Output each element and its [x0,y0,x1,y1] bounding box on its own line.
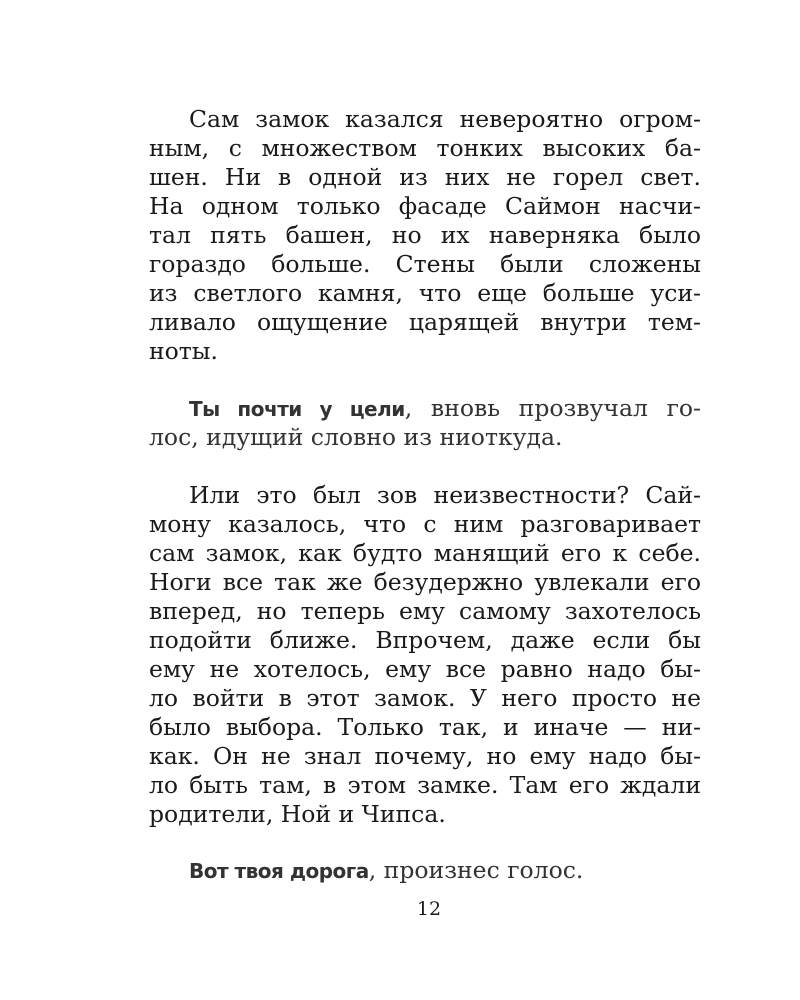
text-line: ливало ощущение царящей внутри тем- [149,308,701,336]
text-line: мону казалось, что с ним разговаривает [149,510,701,538]
text-line: тал пять башен, но их наверняка было [149,221,701,249]
text-line: ло войти в этот замок. У него просто не [149,684,701,712]
text-fragment: , вновь прозвучал го- [404,394,701,422]
text-fragment: , произнес голос. [368,856,584,884]
text-line: сам замок, как будто манящий его к себе. [149,539,701,567]
text-line: вперед, но теперь ему самому захотелось [149,597,701,625]
voice-line [149,394,701,424]
text-line: На одном только фасаде Саймон насчи- [149,192,701,220]
voice-phrase: Ты почти у цели [189,397,405,421]
voice-line [149,856,583,886]
text-line: ным, с множеством тонких высоких ба- [149,134,701,162]
text-line: из светлого камня, что еще больше уси- [149,279,701,307]
text-line: шен. Ни в одной из них не горел свет. [149,163,701,191]
page-number: 12 [416,898,442,920]
text-line: Ноги все так же безудержно увлекали его [149,568,701,596]
text-line: лос, идущий словно из ниоткуда. [149,423,563,451]
text-line: родители, Ной и Чипса. [149,800,446,828]
text-line: Сам замок казался невероятно огром- [189,105,701,133]
text-line: как. Он не знал почему, но ему надо бы- [149,742,701,770]
text-line: гораздо больше. Стены были сложены [149,250,701,278]
text-line: Или это был зов неизвестности? Сай- [189,481,701,509]
voice-phrase: Вот твоя дорога [189,859,369,883]
text-line: ло быть там, в этом замке. Там его ждали [149,771,701,799]
text-line: ноты. [149,337,218,365]
text-line: подойти ближе. Впрочем, даже если бы [149,626,701,654]
text-line: было выбора. Только так, и иначе — ни- [149,713,701,741]
text-line: ему не хотелось, ему все равно надо бы- [149,655,701,683]
